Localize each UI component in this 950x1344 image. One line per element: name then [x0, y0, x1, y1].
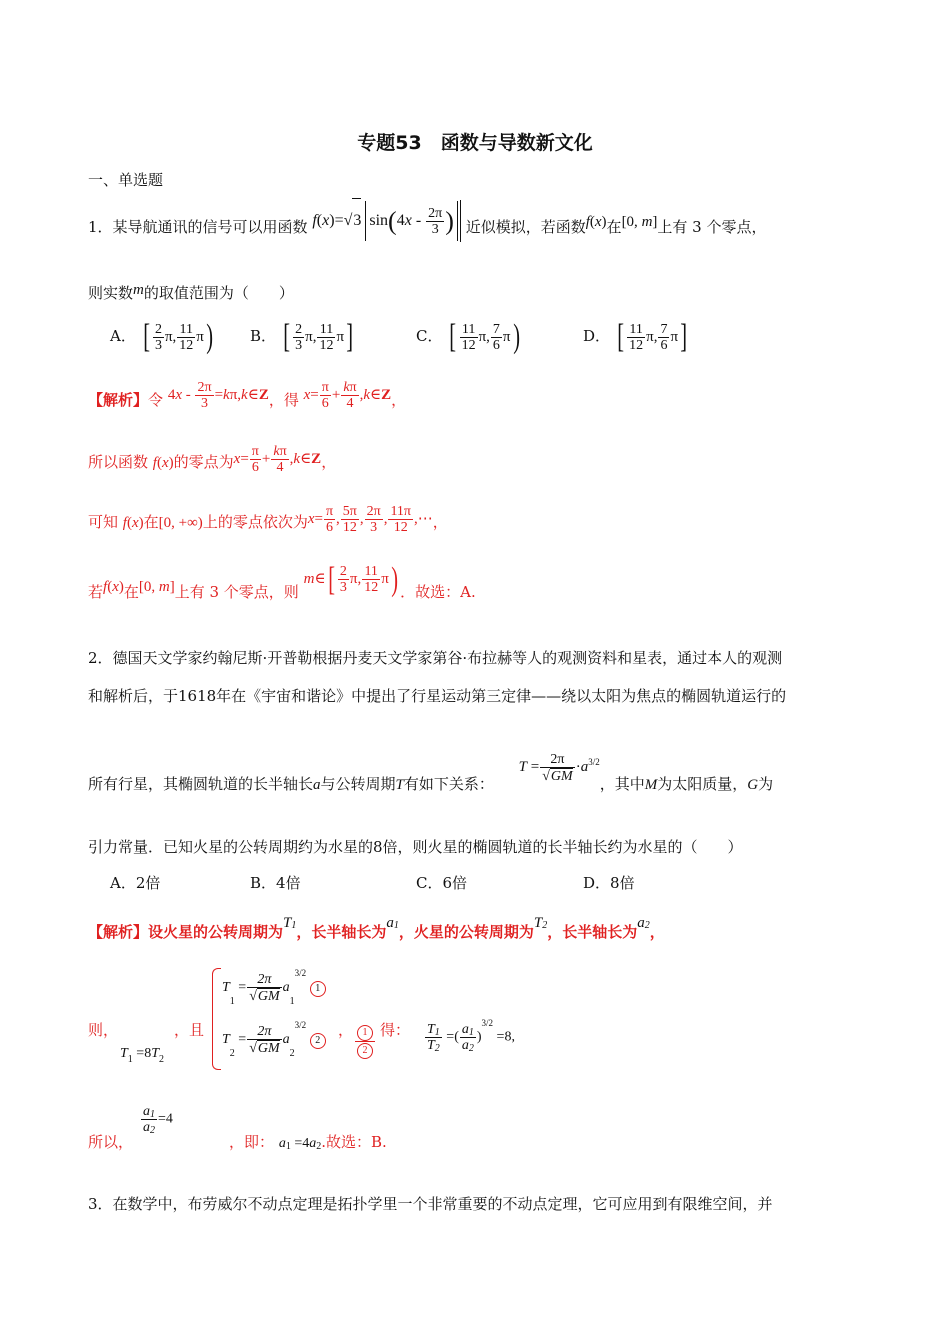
analysis-text: ，长半轴长为: [296, 923, 387, 941]
option-mid: π,: [478, 329, 490, 345]
q2-option-a[interactable]: A．2倍: [110, 874, 161, 892]
q1-option-b[interactable]: [250, 320, 355, 354]
variable-T: T: [395, 777, 404, 793]
relation-T1-8T2: $T_1 =8T_2$: [120, 1046, 164, 1065]
variable-m: m: [133, 282, 144, 298]
result-a1-4a2: $a_1 =4a_2$: [278, 1136, 322, 1152]
q1-analysis-line-1: [88, 378, 406, 422]
system-brace: [212, 968, 221, 1070]
question-2-text: 德国天文学家约翰尼斯·开普勒根据丹麦天文学家第谷·布拉赫等人的观测资料和星表，通过本人的观测: [112, 649, 783, 667]
question-2-text: 为太阳质量，: [657, 775, 748, 793]
q2-option-d[interactable]: D．8倍: [583, 874, 635, 892]
question-2-text: 为: [758, 775, 774, 793]
question-1-line-2-b: 的取值范围为（ ）: [143, 284, 294, 302]
fraction-numerator: 11: [317, 322, 335, 338]
fraction-numerator: 11: [460, 322, 478, 338]
analysis-text: ，: [321, 453, 337, 471]
analysis-text: 的零点为: [173, 453, 234, 471]
variable-M: M: [644, 777, 658, 793]
question-1-fx: f(x): [585, 214, 607, 230]
fraction-denominator: 12: [629, 337, 644, 353]
analysis-tag: 【解析】: [88, 391, 149, 409]
variable-T1: $T_1$: [283, 915, 297, 931]
question-2-text: ，其中: [599, 775, 645, 793]
analysis-text: 若: [88, 583, 104, 601]
fraction-numerator: 7: [660, 321, 668, 337]
question-1-line-2-a: 则实数: [88, 284, 134, 302]
question-2-line-3: [88, 742, 773, 798]
fraction-denominator: 12: [319, 337, 334, 353]
question-3-line-1: [88, 1194, 773, 1214]
bracket-left: [: [283, 318, 290, 355]
q2-analysis-get: 得：: [380, 1021, 411, 1039]
bracket-left: [: [142, 318, 150, 355]
analysis-text: 上的零点依次为: [202, 513, 308, 531]
q1-analysis-line-2: [88, 440, 336, 484]
question-2-text: 有如下关系：: [403, 775, 494, 793]
ratio-value: =8: [496, 1029, 512, 1045]
analysis-text: 所以函数: [88, 453, 149, 471]
kepler-formula: T = $\frac{2\pi}{√GM}$ $\cdot a^{3/2}$: [518, 751, 600, 784]
analysis-text: 则，: [88, 1021, 119, 1039]
option-label: B．: [250, 327, 277, 345]
analysis-formula: f(x): [103, 579, 124, 595]
bracket-right: ): [512, 318, 520, 355]
variable-T2: $T_2$: [533, 915, 548, 931]
option-tail: π: [670, 329, 679, 345]
question-2-line-1: [88, 648, 782, 668]
q1-analysis-line-4: [88, 562, 476, 614]
analysis-tag: 【解析】: [88, 923, 149, 941]
question-1-line-2: [88, 283, 294, 304]
question-2-line-2: 和解析后，于1618年在《宇宙和谐论》中提出了行星运动第三定律——绕以太阳为焦点的椭圆轨道运行的: [88, 687, 787, 705]
question-1-text-a: 某导航通讯的信号可以用函数: [112, 218, 308, 236]
analysis-text: 上有 3 个零点，则: [174, 583, 299, 601]
question-3-text: 在数学中，布劳威尔不动点定理是拓扑学里一个非常重要的不动点定理，它可应用到有限维空间，并: [112, 1195, 773, 1213]
analysis-formula: x= $\frac{\pi}{6}$ , $\frac{5\pi}{12}$ , $\frac{2\pi}{3}$ , $\frac{11\pi}{12}$ ,⋯: [307, 504, 433, 536]
analysis-text: ，即：: [229, 1133, 275, 1151]
question-1-interval: [0, m]: [621, 214, 658, 230]
fraction-numerator: 11: [177, 322, 195, 338]
q2-analysis-conclusion: [88, 1132, 387, 1154]
option-label: A．: [110, 327, 136, 345]
question-1-line-1: [88, 205, 767, 249]
question-1-text-d: 上有 3 个零点，: [657, 218, 767, 236]
analysis-text: ，得: [268, 391, 299, 409]
q2-analysis-then: [88, 1020, 118, 1040]
q2-analysis-comma: ，: [338, 1021, 354, 1039]
question-1-text-b: 近似模拟，若函数: [465, 218, 586, 236]
fraction-numerator: 2: [154, 321, 162, 337]
q2-analysis-and: ，且: [174, 1021, 205, 1039]
ratio-result: $\frac{T_1}{T_2}$ =( $\frac{a_1}{a_2}$ )$^{3/2}$ =8,: [427, 1018, 515, 1054]
page-title: 专题53 函数与导数新文化: [357, 132, 593, 154]
fraction-denominator: 6: [660, 337, 668, 353]
q2-analysis-line-1: [88, 910, 665, 950]
option-label: D．: [583, 327, 611, 345]
variable-G: G: [747, 777, 759, 793]
analysis-text: 在: [123, 583, 139, 601]
option-tail: π: [196, 329, 204, 345]
q1-option-c[interactable]: [416, 320, 522, 354]
question-2-text: 所有行星，其椭圆轨道的长半轴长: [88, 775, 314, 793]
bracket-right: ]: [680, 318, 688, 355]
analysis-formula: x= $\frac{\pi}{6}$ + $\frac{k\pi}{4}$ ,k∈Z: [233, 444, 322, 476]
analysis-text: 在: [143, 513, 159, 531]
section-heading: 一、单选题: [88, 171, 164, 189]
analysis-text: 所以，: [88, 1133, 134, 1151]
analysis-text: 可知: [88, 513, 119, 531]
question-1-text-c: 在: [606, 218, 622, 236]
bracket-left: [: [617, 318, 624, 355]
fraction-denominator: 3: [154, 337, 162, 353]
analysis-text: ，: [649, 923, 665, 941]
analysis-formula: f(x): [122, 515, 144, 531]
option-tail: π: [502, 329, 511, 345]
analysis-text: .故选：B.: [321, 1133, 387, 1151]
question-2-line-4: 引力常量．已知火星的公转周期约为水星的8倍，则火星的椭圆轨道的长半轴长约为水星的（ ）: [88, 838, 743, 856]
ratio-value: =4: [158, 1111, 173, 1127]
ratio-circled: $\frac{1}{2}$: [354, 1024, 376, 1059]
fraction-denominator: 12: [461, 337, 476, 353]
option-mid: π,: [646, 329, 658, 345]
fraction-numerator: 2: [295, 321, 303, 337]
option-mid: π,: [305, 329, 317, 345]
fraction-numerator: 7: [492, 321, 500, 337]
ratio-a1-a2: $\frac{a_1}{a_2}$ =4: [143, 1104, 173, 1136]
variable-a2: $a_2$: [637, 915, 650, 931]
bracket-right: ): [206, 318, 213, 355]
fraction-denominator: 3: [295, 337, 303, 353]
fraction-numerator: 11: [627, 322, 645, 338]
variable-a1: $a_1$: [386, 915, 399, 931]
option-label: C．: [416, 327, 443, 345]
analysis-formula: x= $\frac{\pi}{6}$ + $\frac{k\pi}{4}$ ,k∈Z: [303, 380, 392, 412]
analysis-formula: f(x): [152, 455, 174, 471]
question-1-formula: f(x)=√3 sin(4x - $\frac{2\pi}{3}$ ): [312, 198, 461, 243]
q2-option-c[interactable]: C．6倍: [416, 874, 468, 892]
analysis-text: ，火星的公转周期为: [398, 923, 534, 941]
question-1-number: 1．: [88, 218, 113, 236]
question-3-number: 3．: [88, 1195, 113, 1213]
system-eq-1: $T_1$ = $\frac{2\pi}{√GM}$ $a_1^{3/2}$ 1: [222, 972, 326, 1004]
q1-option-a[interactable]: [110, 320, 215, 354]
fraction-denominator: 6: [492, 337, 500, 353]
q1-analysis-line-3: [88, 500, 448, 544]
analysis-text: 令: [148, 391, 164, 409]
analysis-formula: m∈[ $\frac{2}{3}$ π, $\frac{11}{12}$ π): [303, 560, 398, 598]
bracket-left: [: [449, 318, 457, 355]
variable-a: a: [313, 777, 321, 793]
question-2-text: 与公转周期: [320, 775, 396, 793]
q1-option-d[interactable]: [583, 320, 689, 354]
question-2-number: 2．: [88, 649, 113, 667]
analysis-formula: [0, m]: [138, 579, 175, 595]
analysis-formula: 4x - $\frac{2\pi}{3}$ =kπ,k∈Z: [167, 380, 269, 412]
analysis-text: ．故选：A.: [400, 583, 476, 601]
bracket-right: ]: [346, 318, 354, 355]
system-eq-2: $T_2$ = $\frac{2\pi}{√GM}$ $a_2^{3/2}$ 2: [222, 1024, 326, 1056]
analysis-formula: [0, +∞): [158, 515, 203, 531]
analysis-text: ，: [391, 391, 407, 409]
q2-option-b[interactable]: B．4倍: [250, 874, 301, 892]
option-tail: π: [336, 329, 345, 345]
fraction-denominator: 12: [179, 337, 194, 353]
analysis-text: ，长半轴长为: [547, 923, 638, 941]
analysis-text: ，: [432, 513, 448, 531]
option-mid: π,: [164, 329, 177, 345]
analysis-text: 设火星的公转周期为: [148, 923, 284, 941]
